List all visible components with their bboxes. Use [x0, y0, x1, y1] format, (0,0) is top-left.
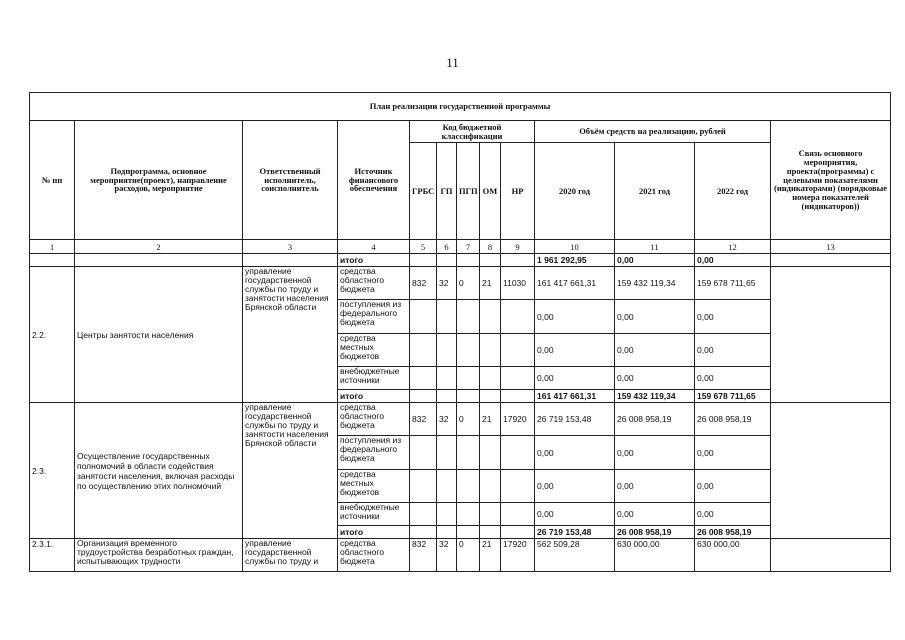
amount-2020: 0,00 [535, 503, 615, 526]
nr-code: 11030 [501, 267, 535, 300]
col-index: 10 [535, 240, 615, 254]
funding-source: средства областного бюджета [338, 539, 410, 572]
header-2022: 2022 год [695, 143, 771, 240]
measure-name: Центры занятости населения [75, 267, 243, 403]
amount-2022: 0,00 [695, 503, 771, 526]
table-title-row [30, 93, 891, 121]
col-index: 11 [615, 240, 695, 254]
header-om: ОМ [480, 143, 501, 240]
column-index-row [30, 240, 891, 254]
header-link: Связь основного мероприятия, проекта(программы) с целевыми показателями (индикаторами) (порядковые номера показателей (индикаторов)) [771, 121, 891, 240]
header-source: Источник финансового обеспечения [338, 121, 410, 240]
row-number: 2.3.1. [30, 539, 75, 572]
amount-2021: 0,00 [615, 470, 695, 503]
amount-2020: 0,00 [535, 334, 615, 367]
funding-source: средства областного бюджета [338, 267, 410, 300]
amount-2022: 26 008 958,19 [695, 403, 771, 436]
grbs-code: 832 [410, 403, 437, 436]
col-index: 5 [410, 240, 437, 254]
table-title: План реализации государственной программы [30, 93, 891, 121]
amount-2021: 630 000,00 [615, 539, 695, 572]
amount-2022: 0,00 [695, 334, 771, 367]
amount-2021: 0,00 [615, 300, 695, 334]
amount-2020: 562 509,28 [535, 539, 615, 572]
header-pgp: ПГП [457, 143, 480, 240]
amount-2020: 0,00 [535, 470, 615, 503]
amount-2022: 0,00 [695, 367, 771, 390]
gp-code: 32 [437, 267, 457, 300]
total-label: итого [338, 390, 410, 403]
om-code: 21 [480, 539, 501, 572]
total-2022: 0,00 [695, 254, 771, 267]
row-number: 2.3. [30, 403, 75, 539]
funding-source: средства местных бюджетов [338, 334, 410, 367]
funding-source: внебюджетные источники [338, 367, 410, 390]
header-budget-code: Код бюджетной классификации [410, 121, 535, 143]
col-index: 1 [30, 240, 75, 254]
header-row-1 [30, 121, 891, 143]
program-plan-table [29, 92, 891, 572]
measure-name: Осуществление государственных полномочий в области содействия занятости населения, включая расходы по осуществлению этих полномочий [75, 403, 243, 539]
funding-source: поступления из федерального бюджета [338, 436, 410, 470]
funding-source: внебюджетные источники [338, 503, 410, 526]
header-nr: НР [501, 143, 535, 240]
amount-2021: 0,00 [615, 367, 695, 390]
table-row [30, 403, 891, 436]
funding-source: средства областного бюджета [338, 403, 410, 436]
col-index: 7 [457, 240, 480, 254]
gp-code: 32 [437, 403, 457, 436]
total-2022: 159 678 711,65 [695, 390, 771, 403]
col-index: 3 [243, 240, 338, 254]
amount-2021: 0,00 [615, 436, 695, 470]
nr-code: 17920 [501, 539, 535, 572]
amount-2021: 0,00 [615, 503, 695, 526]
amount-2022: 630 000,00 [695, 539, 771, 572]
om-code: 21 [480, 403, 501, 436]
grbs-code: 832 [410, 267, 437, 300]
header-subprogram: Подпрограмма, основное мероприятие(проект), направление расходов, мероприятие [75, 121, 243, 240]
header-num: № пп [30, 121, 75, 240]
header-2020: 2020 год [535, 143, 615, 240]
amount-2020: 0,00 [535, 300, 615, 334]
amount-2020: 0,00 [535, 436, 615, 470]
amount-2020: 0,00 [535, 367, 615, 390]
amount-2022: 0,00 [695, 470, 771, 503]
total-2021: 26 008 958,19 [615, 526, 695, 539]
page-number: 11 [446, 55, 459, 70]
grbs-code: 832 [410, 539, 437, 572]
funding-source: средства местных бюджетов [338, 470, 410, 503]
amount-2021: 26 008 958,19 [615, 403, 695, 436]
table-row [30, 254, 891, 267]
amount-2022: 0,00 [695, 436, 771, 470]
total-2021: 159 432 119,34 [615, 390, 695, 403]
amount-2022: 159 678 711,65 [695, 267, 771, 300]
header-executor: Ответственный исполнитель, соисполнитель [243, 121, 338, 240]
funding-source: поступления из федерального бюджета [338, 300, 410, 334]
total-2020: 26 719 153,48 [535, 526, 615, 539]
executor: управление государственной службы по труду и занятости населения Брянской области [243, 403, 338, 539]
header-gp: ГП [437, 143, 457, 240]
table-row [30, 267, 891, 300]
nr-code: 17920 [501, 403, 535, 436]
table-row [30, 539, 891, 572]
header-2021: 2021 год [615, 143, 695, 240]
amount-2021: 159 432 119,34 [615, 267, 695, 300]
col-index: 12 [695, 240, 771, 254]
total-2020: 1 961 292,95 [535, 254, 615, 267]
total-2020: 161 417 661,31 [535, 390, 615, 403]
pgp-code: 0 [457, 539, 480, 572]
col-index: 6 [437, 240, 457, 254]
om-code: 21 [480, 267, 501, 300]
executor: управление государственной службы по труду и занятости населения Брянской области [243, 267, 338, 403]
total-2022: 26 008 958,19 [695, 526, 771, 539]
row-number: 2.2. [30, 267, 75, 403]
total-label: итого [338, 254, 410, 267]
amount-2020: 26 719 153,48 [535, 403, 615, 436]
total-label: итого [338, 526, 410, 539]
amount-2022: 0,00 [695, 300, 771, 334]
amount-2021: 0,00 [615, 334, 695, 367]
gp-code: 32 [437, 539, 457, 572]
header-grbs: ГРБС [410, 143, 437, 240]
col-index: 9 [501, 240, 535, 254]
col-index: 2 [75, 240, 243, 254]
executor: управление государственной службы по труду и [243, 539, 338, 572]
total-2021: 0,00 [615, 254, 695, 267]
pgp-code: 0 [457, 403, 480, 436]
measure-name: Организация временного трудоустройства безработных граждан, испытывающих трудности [75, 539, 243, 572]
header-funds: Объём средств на реализацию, рублей [535, 121, 771, 143]
col-index: 13 [771, 240, 891, 254]
col-index: 8 [480, 240, 501, 254]
pgp-code: 0 [457, 267, 480, 300]
amount-2020: 161 417 661,31 [535, 267, 615, 300]
col-index: 4 [338, 240, 410, 254]
